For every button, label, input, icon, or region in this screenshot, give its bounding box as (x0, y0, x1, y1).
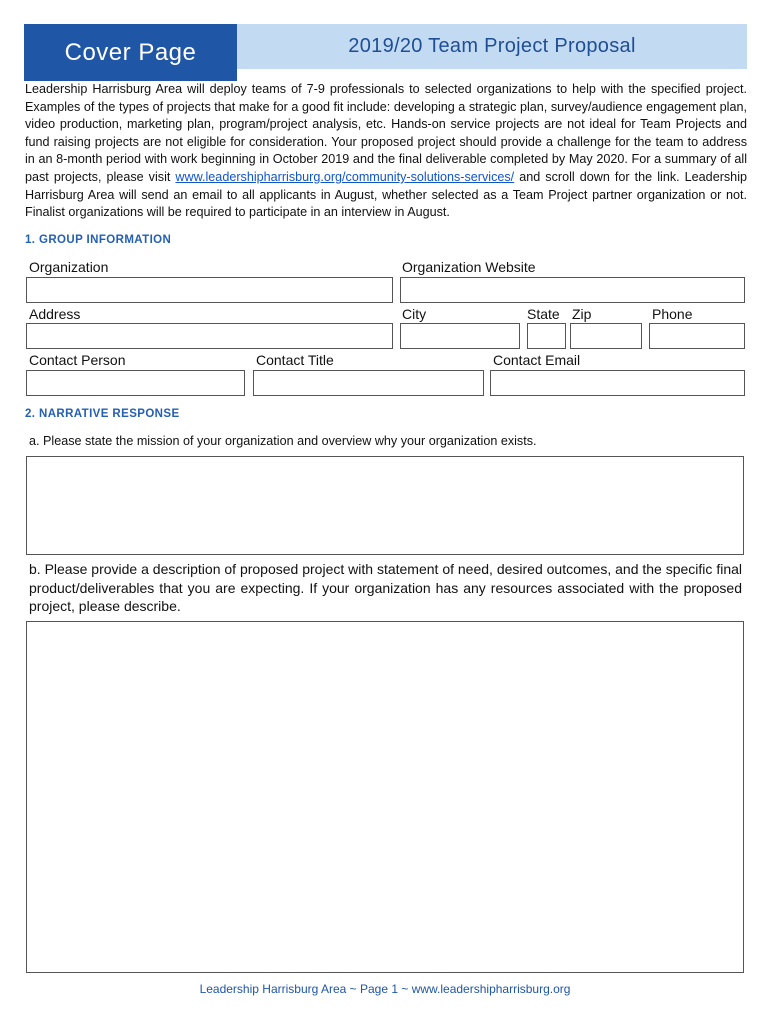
state-label: State (527, 306, 560, 322)
past-projects-link[interactable]: www.leadershipharrisburg.org/community-solutions-services/ (175, 169, 515, 184)
contact-email-field[interactable] (490, 370, 745, 396)
address-field[interactable] (26, 323, 393, 349)
proposal-title: 2019/20 Team Project Proposal (348, 35, 636, 57)
phone-label: Phone (652, 306, 693, 322)
intro-text-end: and scroll down for the link. Leadership Harrisburg Area will send an email to all applicants in August, whether selected as a Team Project partner organization or not. Finalist organizations will be required to participate in an interview in August. (25, 169, 747, 220)
city-field[interactable] (400, 323, 520, 349)
city-label: City (402, 306, 427, 322)
mission-response-box[interactable] (26, 456, 744, 555)
website-label: Organization Website (402, 259, 536, 275)
question-b: b. Please provide a description of proposed project with statement of need, desired outcomes, and the specific final product/deliverables that you are expecting. If your organization has any resources associated with the proposed project, please describe. (29, 561, 742, 614)
address-label: Address (29, 306, 81, 322)
zip-label: Zip (572, 306, 592, 322)
zip-field[interactable] (570, 323, 642, 349)
contact-person-field[interactable] (26, 370, 245, 396)
question-a: a. Please state the mission of your organization and overview why your organization exists. (29, 434, 537, 448)
organization-label: Organization (29, 259, 109, 275)
intro-paragraph (25, 81, 747, 222)
website-field[interactable] (400, 277, 745, 303)
group-information-heading: 1. GROUP INFORMATION (25, 234, 172, 246)
phone-field[interactable] (649, 323, 745, 349)
contact-person-label: Contact Person (29, 352, 126, 368)
organization-field[interactable] (26, 277, 393, 303)
project-description-box[interactable] (26, 621, 744, 973)
contact-title-field[interactable] (253, 370, 484, 396)
cover-page-label: Cover Page (64, 38, 197, 66)
narrative-response-heading: 2. NARRATIVE RESPONSE (25, 408, 180, 420)
page-footer: Leadership Harrisburg Area ~ Page 1 ~ www.leadershipharrisburg.org (199, 982, 571, 996)
intro-text-start: Leadership Harrisburg Area will deploy teams of 7-9 professionals to selected organizations to help with the specified project. Examples of the types of projects that make for a good fit include: developing a strategic plan, survey/audience engagement plan, video production, marketing plan, program/project analysis, etc. Hands-on service projects are not ideal for Team Projects and fund raising projects are not eligible for consideration. Your proposed project should provide a challenge for the team to address in an 8-month period with work beginning in October 2019 and the final deliverable completed by May 2020. For a summary of all past projects, please visit (25, 82, 747, 184)
contact-email-label: Contact Email (493, 352, 581, 368)
cover-page-tab (24, 24, 237, 81)
contact-title-label: Contact Title (256, 352, 334, 368)
state-field[interactable] (527, 323, 566, 349)
proposal-title-bar (237, 24, 747, 69)
